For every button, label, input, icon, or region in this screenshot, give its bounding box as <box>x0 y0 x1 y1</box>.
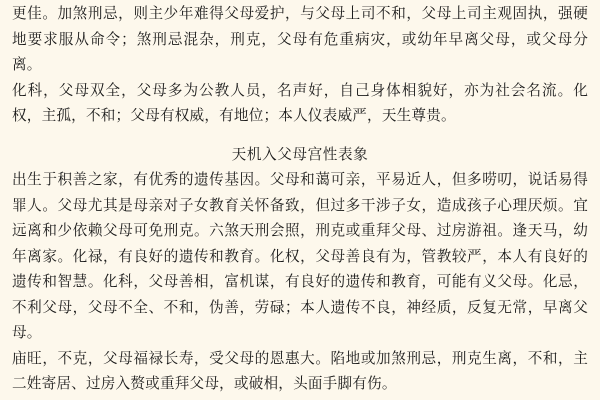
section-divider <box>12 130 588 143</box>
paragraph-2: 化科，父母双全，父母多为公教人员，名声好，自己身体相貌好，亦为社会名流。化权，主孤，不和；父母有权威，有地位；本人仪表威严，天生尊贵。 <box>12 82 588 124</box>
section-paragraph-2: 庙旺，不克，父母福禄长寿，受父母的恩惠大。陷地或加煞刑忌，刑克生离，不和，主二姓寄居、过房入赘或重拜父母，或破相，头面手脚有伤。 <box>12 350 588 392</box>
section-block <box>12 143 588 398</box>
section-paragraph-2-clip <box>12 347 588 398</box>
section-title: 天机入父母宫性表象 <box>231 146 369 163</box>
paragraph-1: 更佳。加煞刑忌，则主少年难得父母爱护，与父母上司不和，父母上司主观固执，强硬地要求服从命令；煞刑忌混杂，刑克，父母有危重病灾，或幼年早离父母，或父母分离。 <box>12 6 588 73</box>
paragraph-block-top <box>12 0 588 130</box>
section-paragraph-1: 出生于积善之家，有优秀的遗传基因。父母和蔼可亲，平易近人，但多唠叨，说话易得罪人。父母尤其是母亲对子女教育关怀备致，但过多干涉子女，造成孩子心理厌烦。宜远离和少依赖父母可免刑克。六煞天刑会照，刑克或重拜父母、过房游祖。逢天马，幼年离家。化禄，有良好的遗传和教育。化权，父母善良有为，管教较严，本人有良好的遗传和智慧。化科，父母善相，富机谋，有良好的遗传和教育，可能有义父母。化忌，不利父母，父母不全、不和，伪善，劳碌；本人遗传不良，神经质，反复无常，早离父母。 <box>12 172 588 341</box>
